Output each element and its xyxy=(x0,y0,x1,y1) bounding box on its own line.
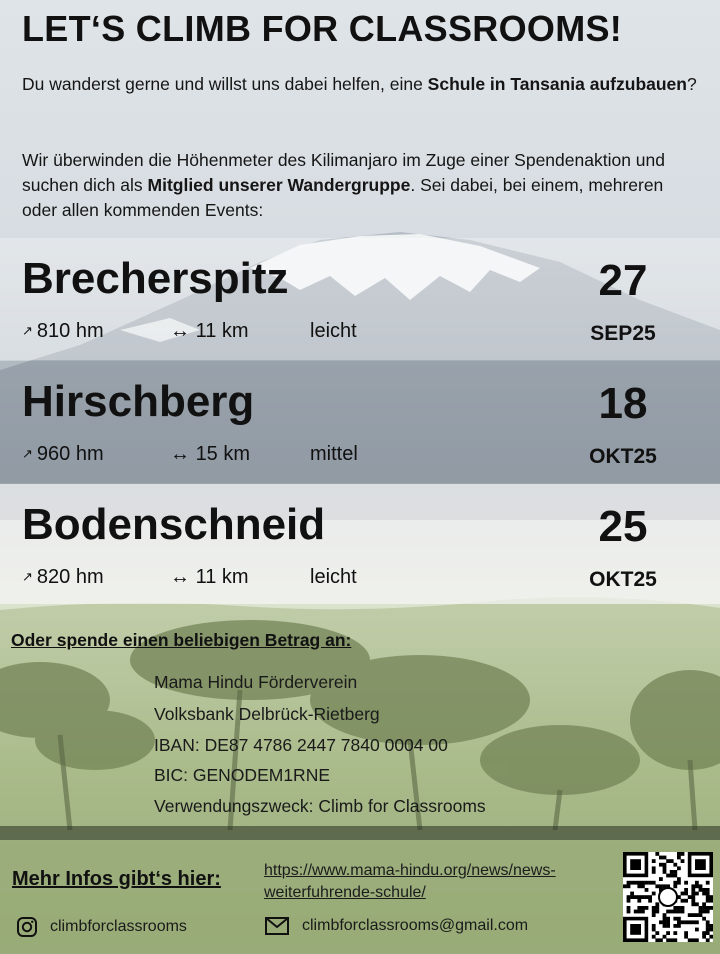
event-name: Bodenschneid xyxy=(22,500,326,549)
event-distance xyxy=(170,443,250,466)
ascent-value: 960 hm xyxy=(36,443,104,465)
event-month: OKT25 xyxy=(589,445,657,468)
email-contact[interactable] xyxy=(264,916,528,936)
event-distance xyxy=(170,320,249,343)
intro-text: . Sei dabei, bei einem, mehreren oder allen kommenden Events: xyxy=(22,175,664,220)
event-distance xyxy=(170,566,249,589)
bank-name: Volksbank Delbrück-Rietberg xyxy=(154,704,380,724)
instagram-text: climbforclassrooms xyxy=(50,918,187,935)
page-title: LET‘S CLIMB FOR CLASSROOMS! xyxy=(22,8,623,49)
event-name: Brecherspitz xyxy=(22,254,289,303)
distance-value: 11 km xyxy=(195,320,249,342)
event-day: 27 xyxy=(598,256,648,305)
event-difficulty: mittel xyxy=(310,443,358,465)
distance-value: 15 km xyxy=(195,443,251,465)
intro-text: Wir überwinden die Höhenmeter des Kilimanjaro im Zuge einer Spendenaktion und suchen dich als xyxy=(22,150,665,195)
event-difficulty: leicht xyxy=(310,320,357,342)
intro-paragraph-2 xyxy=(22,148,702,223)
event-day: 25 xyxy=(598,502,648,551)
intro-paragraph-1 xyxy=(22,72,702,97)
instagram-handle[interactable] xyxy=(16,916,187,938)
bank-reference: Verwendungszweck: Climb for Classrooms xyxy=(154,796,486,816)
ascent-arrow-icon: ↗ xyxy=(22,569,33,584)
event-month: SEP25 xyxy=(590,322,656,345)
bank-iban: IBAN: DE87 4786 2447 7840 0004 00 xyxy=(154,735,448,755)
event-ascent xyxy=(22,443,104,466)
qr-code-image xyxy=(623,852,713,942)
ascent-value: 810 hm xyxy=(36,320,104,342)
event-ascent xyxy=(22,566,104,589)
divider-strip xyxy=(0,826,720,840)
intro-highlight: Schule in Tansania aufzubauen xyxy=(427,74,687,94)
event-ascent xyxy=(22,320,104,343)
intro-highlight: Mitglied unserer Wandergruppe xyxy=(147,175,411,195)
intro-text: ? xyxy=(686,74,697,94)
distance-arrow-icon: ↔ xyxy=(170,566,190,588)
intro-text: Du wanderst gerne und willst uns dabei helfen, eine xyxy=(22,74,428,94)
bank-bic: BIC: GENODEM1RNE xyxy=(154,765,330,785)
event-difficulty: leicht xyxy=(310,566,357,588)
ascent-arrow-icon: ↗ xyxy=(22,323,33,338)
distance-value: 11 km xyxy=(195,566,249,588)
ascent-arrow-icon: ↗ xyxy=(22,446,33,461)
distance-arrow-icon: ↔ xyxy=(170,443,190,465)
donation-heading: Oder spende einen beliebigen Betrag an: xyxy=(11,630,352,650)
email-text: climbforclassrooms@gmail.com xyxy=(302,917,529,934)
event-name: Hirschberg xyxy=(22,377,255,426)
qr-code[interactable] xyxy=(623,852,713,942)
instagram-icon xyxy=(16,916,38,938)
more-info-heading: Mehr Infos gibt‘s hier: xyxy=(12,868,221,890)
ascent-value: 820 hm xyxy=(36,566,104,588)
event-row xyxy=(0,484,720,604)
distance-arrow-icon: ↔ xyxy=(170,320,190,342)
event-day: 18 xyxy=(598,379,648,428)
info-link[interactable]: https://www.mama-hindu.org/news/news-weiterfuhrende-schule/ xyxy=(264,862,556,901)
bank-recipient: Mama Hindu Förderverein xyxy=(154,672,358,692)
event-month: OKT25 xyxy=(589,568,657,591)
event-row xyxy=(0,361,720,483)
mail-icon xyxy=(264,916,290,936)
event-row xyxy=(0,238,720,360)
